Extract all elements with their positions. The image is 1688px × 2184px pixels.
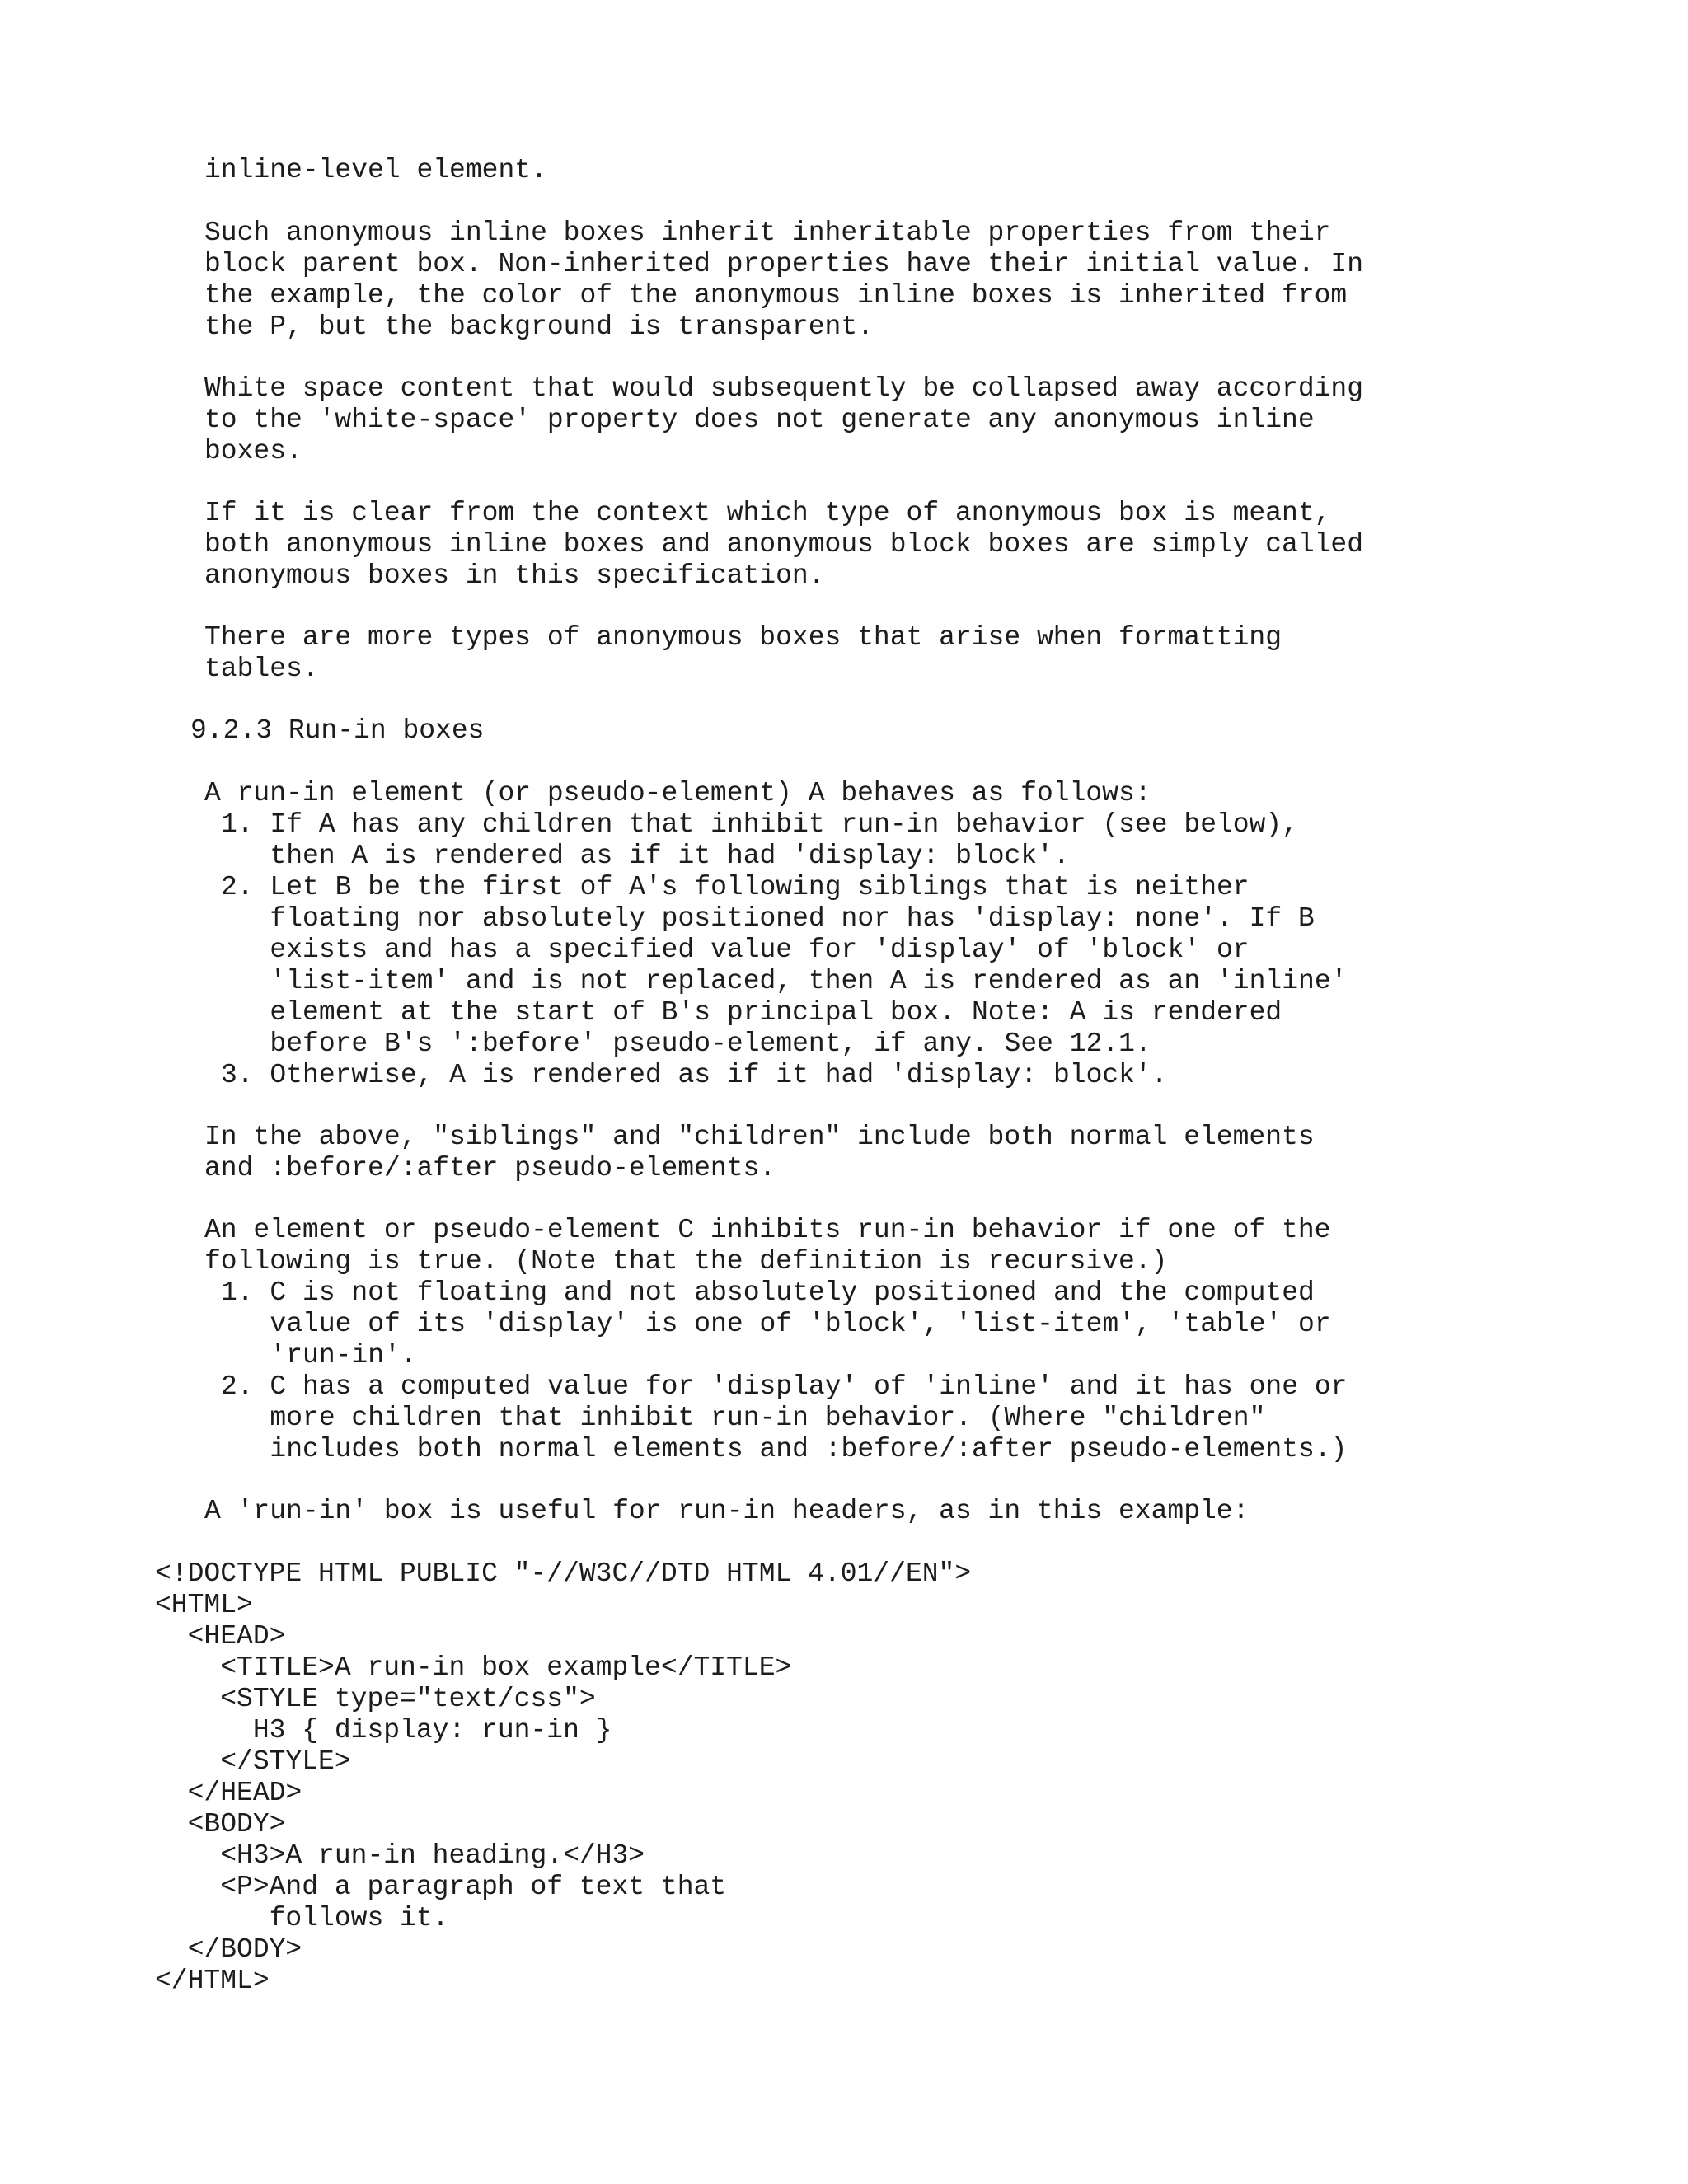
text-line: White space content that would subsequently be collapsed away according — [204, 373, 1364, 404]
text-line: An element or pseudo-element C inhibits run-in behavior if one of the — [204, 1215, 1331, 1245]
list-item: includes both normal elements and :before/:after pseudo-elements.) — [221, 1434, 1348, 1465]
list-item: exists and has a specified value for 'display' of 'block' or — [221, 935, 1250, 965]
code-line: <H3>A run-in heading.</H3> — [155, 1840, 645, 1871]
code-line: </HEAD> — [155, 1778, 302, 1808]
list-item: 1. C is not floating and not absolutely positioned and the computed — [221, 1277, 1315, 1308]
code-line: H3 { display: run-in } — [155, 1715, 612, 1746]
text-line: anonymous boxes in this specification. — [204, 560, 825, 591]
list-item: 'list-item' and is not replaced, then A is rendered as an 'inline' — [221, 966, 1348, 996]
code-line: <!DOCTYPE HTML PUBLIC "-//W3C//DTD HTML 4.01//EN"> — [155, 1558, 972, 1589]
text-line: Such anonymous inline boxes inherit inheritable properties from their — [204, 218, 1331, 248]
list-item: floating nor absolutely positioned nor has 'display: none'. If B — [221, 903, 1315, 934]
code-line: <TITLE>A run-in box example</TITLE> — [155, 1652, 792, 1683]
section-heading: 9.2.3 Run-in boxes — [190, 715, 485, 746]
text-line: inline-level element. — [204, 155, 547, 185]
list-item: 2. C has a computed value for 'display' of 'inline' and it has one or — [221, 1371, 1348, 1402]
text-line: boxes. — [204, 436, 302, 466]
code-line: follows it. — [155, 1903, 449, 1933]
text-line: both anonymous inline boxes and anonymous block boxes are simply called — [204, 529, 1364, 560]
code-line: <P>And a paragraph of text that — [155, 1872, 727, 1902]
text-line: following is true. (Note that the definition is recursive.) — [204, 1246, 1168, 1277]
code-line: </BODY> — [155, 1934, 302, 1965]
list-item: value of its 'display' is one of 'block', 'list-item', 'table' or — [221, 1309, 1331, 1339]
list-item: 2. Let B be the first of A's following siblings that is neither — [221, 872, 1250, 902]
text-line: to the 'white-space' property does not generate any anonymous inline — [204, 405, 1315, 435]
text-line: A 'run-in' box is useful for run-in headers, as in this example: — [204, 1496, 1250, 1526]
code-line: <HEAD> — [155, 1621, 286, 1652]
list-item: more children that inhibit run-in behavior. (Where "children" — [221, 1403, 1266, 1433]
text-line: the example, the color of the anonymous inline boxes is inherited from — [204, 280, 1348, 311]
code-line: <BODY> — [155, 1809, 286, 1840]
text-line: the P, but the background is transparent. — [204, 312, 874, 342]
text-line: tables. — [204, 654, 319, 684]
list-item: 3. Otherwise, A is rendered as if it had 'display: block'. — [221, 1060, 1168, 1090]
code-line: </HTML> — [155, 1966, 270, 1996]
text-line: block parent box. Non-inherited properties have their initial value. In — [204, 249, 1364, 279]
list-item: 'run-in'. — [221, 1340, 417, 1371]
code-line: <STYLE type="text/css"> — [155, 1684, 596, 1714]
text-line: In the above, "siblings" and "children" include both normal elements — [204, 1122, 1315, 1152]
text-line: There are more types of anonymous boxes that arise when formatting — [204, 622, 1282, 653]
text-line: and :before/:after pseudo-elements. — [204, 1153, 776, 1183]
list-item: 1. If A has any children that inhibit run-in behavior (see below), — [221, 809, 1299, 840]
list-item: then A is rendered as if it had 'display: block'. — [221, 841, 1070, 871]
text-line: If it is clear from the context which type of anonymous box is meant, — [204, 498, 1331, 528]
code-line: <HTML> — [155, 1590, 253, 1620]
list-item: before B's ':before' pseudo-element, if any. See 12.1. — [221, 1029, 1151, 1059]
list-item: element at the start of B's principal box. Note: A is rendered — [221, 997, 1282, 1028]
text-line: A run-in element (or pseudo-element) A behaves as follows: — [204, 778, 1151, 808]
code-line: </STYLE> — [155, 1746, 351, 1777]
